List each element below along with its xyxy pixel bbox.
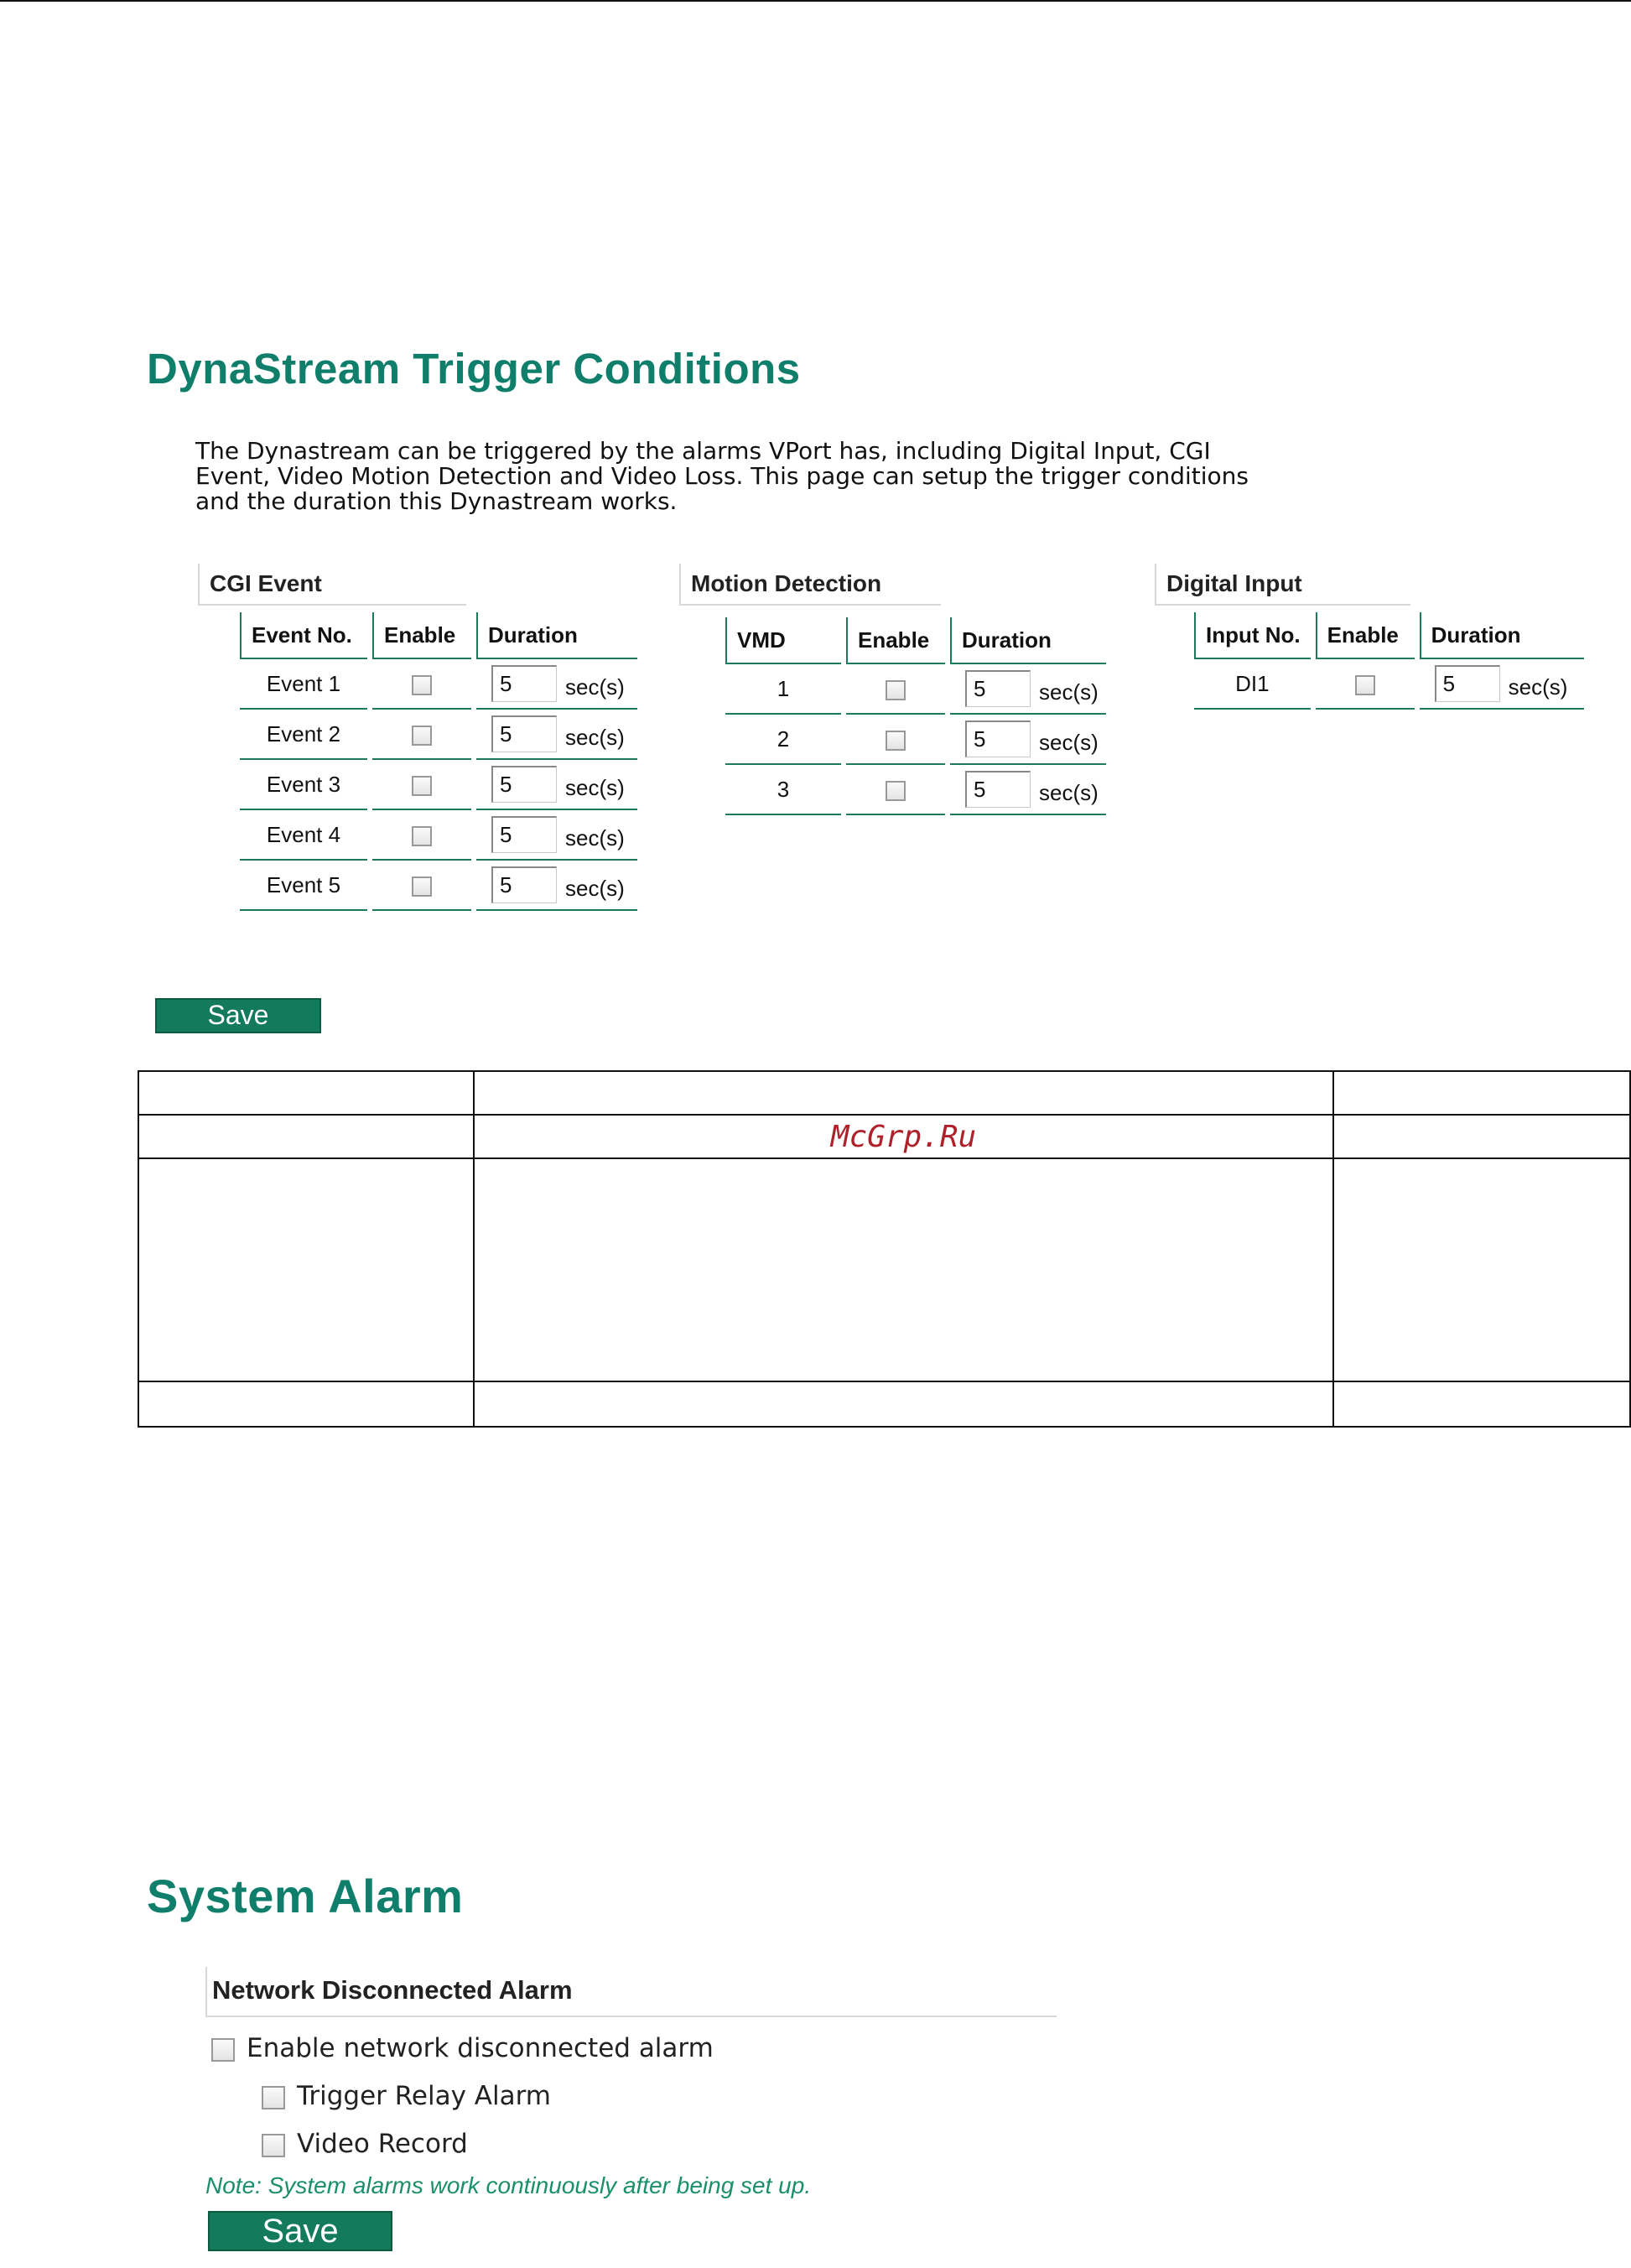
vmd-label: 3 (725, 765, 841, 815)
table-row (138, 1115, 1630, 1158)
table-row (138, 1381, 1630, 1427)
duration-input[interactable]: 5 (965, 720, 1031, 757)
enable-checkbox[interactable] (412, 675, 432, 695)
unit-label: sec(s) (1039, 779, 1099, 805)
watermark-text: McGrp.Ru (474, 1115, 1333, 1158)
motion-detection-table (720, 617, 1111, 815)
enable-checkbox[interactable] (412, 726, 432, 746)
unit-label: sec(s) (1039, 729, 1099, 755)
event-label: Event 5 (240, 861, 367, 911)
enable-checkbox[interactable] (412, 826, 432, 846)
motion-detection-heading: Motion Detection (679, 564, 941, 606)
table-row (240, 810, 637, 861)
unit-label: sec(s) (565, 875, 625, 901)
duration-input[interactable]: 5 (491, 816, 557, 853)
table-row (240, 659, 637, 710)
table-row (725, 664, 1106, 715)
col-duration: Duration (1420, 612, 1584, 659)
table-row (138, 1158, 1630, 1381)
duration-input[interactable]: 5 (965, 771, 1031, 808)
unit-label: sec(s) (565, 724, 625, 750)
unit-label: sec(s) (1508, 674, 1568, 700)
enable-network-alarm-checkbox[interactable] (211, 2038, 235, 2062)
option-label: Video Record (297, 2129, 468, 2159)
col-duration: Duration (950, 617, 1106, 664)
digital-input-table (1189, 612, 1589, 710)
unit-label: sec(s) (565, 824, 625, 850)
table-row (725, 715, 1106, 765)
enable-checkbox[interactable] (886, 680, 906, 700)
col-input-no: Input No. (1194, 612, 1311, 659)
duration-input[interactable]: 5 (491, 715, 557, 752)
enable-checkbox[interactable] (886, 781, 906, 801)
info-table (138, 1070, 1631, 1428)
event-label: Event 4 (240, 810, 367, 861)
system-alarm-title: System Alarm (147, 1870, 464, 1922)
unit-label: sec(s) (565, 774, 625, 800)
event-label: Event 2 (240, 710, 367, 760)
option-label: Trigger Relay Alarm (297, 2081, 552, 2111)
note-text: Note: System alarms work continuously after being set up. (205, 2172, 812, 2198)
enable-checkbox[interactable] (412, 776, 432, 796)
duration-input[interactable]: 5 (965, 670, 1031, 707)
save-alarm-button[interactable]: Save (208, 2211, 392, 2251)
duration-input[interactable]: 5 (491, 866, 557, 903)
duration-input[interactable]: 5 (1435, 665, 1500, 702)
page-title: DynaStream Trigger Conditions (147, 345, 801, 393)
unit-label: sec(s) (1039, 679, 1099, 705)
top-rule (0, 0, 1631, 2)
trigger-relay-alarm-option[interactable] (262, 2081, 551, 2111)
unit-label: sec(s) (565, 674, 625, 700)
vmd-label: 2 (725, 715, 841, 765)
col-enable: Enable (1316, 612, 1415, 659)
digital-input-heading: Digital Input (1155, 564, 1410, 606)
col-duration: Duration (476, 612, 637, 659)
option-label: Enable network disconnected alarm (247, 2033, 714, 2063)
duration-input[interactable]: 5 (491, 766, 557, 803)
network-disconnected-heading: Network Disconnected Alarm (205, 1967, 1057, 2017)
duration-input[interactable]: 5 (491, 665, 557, 702)
col-vmd: VMD (725, 617, 841, 664)
video-record-checkbox[interactable] (262, 2134, 285, 2157)
trigger-relay-checkbox[interactable] (262, 2086, 285, 2109)
intro-text: The Dynastream can be triggered by the alarms VPort has, including Digital Input, CGI Event, Video Motion Detection and Video Loss. This page can setup the trigger conditions and the duration this Dynastream works. (195, 437, 1249, 515)
input-label: DI1 (1194, 659, 1311, 710)
enable-network-alarm-option[interactable] (211, 2033, 714, 2063)
save-button[interactable]: Save (155, 998, 321, 1033)
cgi-event-table (235, 612, 642, 911)
table-row (240, 760, 637, 810)
enable-checkbox[interactable] (886, 731, 906, 751)
table-row (725, 765, 1106, 815)
col-enable: Enable (846, 617, 945, 664)
event-label: Event 1 (240, 659, 367, 710)
cgi-event-heading: CGI Event (198, 564, 466, 606)
video-record-option[interactable] (262, 2129, 468, 2159)
table-row (138, 1071, 1630, 1115)
event-label: Event 3 (240, 760, 367, 810)
col-enable: Enable (372, 612, 471, 659)
enable-checkbox[interactable] (1355, 675, 1375, 695)
table-row (1194, 659, 1584, 710)
table-row (240, 861, 637, 911)
col-event-no: Event No. (240, 612, 367, 659)
vmd-label: 1 (725, 664, 841, 715)
table-row (240, 710, 637, 760)
enable-checkbox[interactable] (412, 877, 432, 897)
